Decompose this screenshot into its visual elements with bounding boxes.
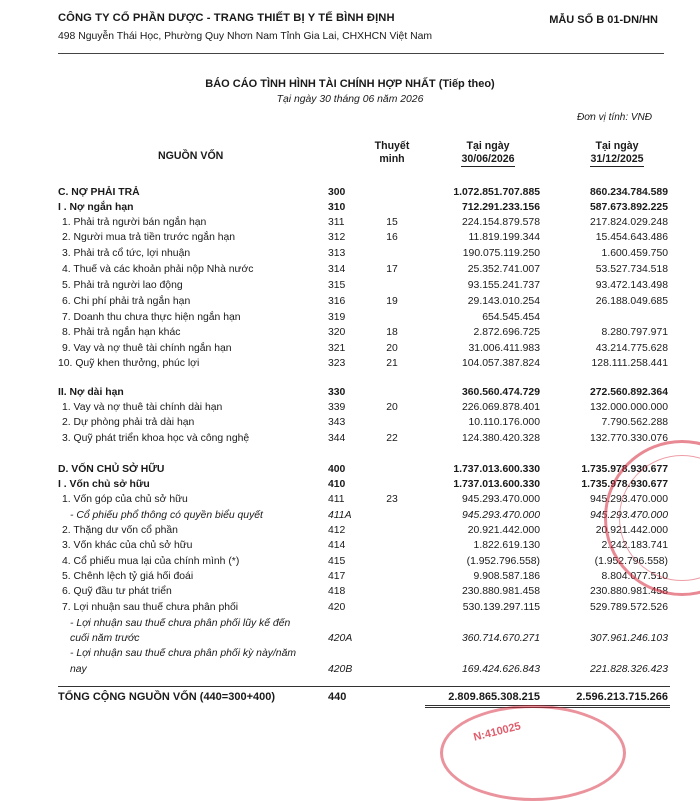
- row-label: 3. Quỹ phát triển khoa học và công nghệ: [62, 433, 250, 444]
- row-value-current: 31.006.411.983: [468, 343, 540, 354]
- row-value-prior: 217.824.029.248: [589, 217, 668, 228]
- table-row: [0, 185, 700, 200]
- table-row: [0, 200, 700, 215]
- period-end-date: 30/06/2026: [461, 153, 515, 165]
- table-row: [0, 385, 700, 400]
- row-label: cuối năm trước: [70, 633, 140, 644]
- row-label: 3. Phải trả cổ tức, lợi nhuận: [62, 248, 191, 259]
- row-code: 418: [328, 586, 346, 597]
- row-code: 417: [328, 571, 346, 582]
- column-header-note: [366, 140, 418, 166]
- row-value-current: 2.809.865.308.215: [448, 691, 540, 703]
- table-row: [0, 569, 700, 584]
- row-value-prior: 15.454.643.486: [595, 232, 668, 243]
- table-row: [0, 690, 700, 705]
- table-row: [0, 341, 700, 356]
- row-code: 411: [328, 494, 345, 505]
- row-note: 23: [386, 494, 398, 505]
- row-value-prior: 93.472.143.498: [595, 280, 668, 291]
- row-value-current: 1.737.013.600.330: [453, 479, 540, 490]
- row-value-current: (1.952.796.558): [466, 556, 540, 567]
- table-row: [0, 538, 700, 553]
- header-divider: [58, 53, 664, 54]
- row-value-current: 29.143.010.254: [467, 296, 540, 307]
- row-code: 311: [328, 217, 345, 228]
- row-value-prior: 132.770.330.076: [589, 433, 668, 444]
- row-note: 15: [386, 217, 398, 228]
- table-row: [0, 294, 700, 309]
- row-value-current: 360.714.670.271: [461, 633, 540, 644]
- row-label: 7. Doanh thu chưa thực hiện ngắn hạn: [62, 312, 241, 323]
- row-code: 410: [328, 479, 346, 490]
- row-code: 440: [328, 691, 347, 703]
- row-label: 6. Chi phí phải trả ngắn hạn: [62, 296, 191, 307]
- report-date: Tại ngày 30 tháng 06 năm 2026: [276, 94, 424, 105]
- table-row: [0, 356, 700, 371]
- row-value-current: 190.075.119.250: [462, 248, 540, 259]
- row-label: 2. Thặng dư vốn cổ phần: [62, 525, 178, 536]
- row-label: 4. Cổ phiếu mua lại của chính mình (*): [62, 556, 240, 567]
- row-value-prior: 1.735.978.930.677: [581, 464, 668, 475]
- row-label: 5. Phải trả người lao động: [62, 280, 183, 291]
- table-row: [0, 400, 700, 415]
- row-value-current: 530.139.297.115: [462, 602, 540, 613]
- year-start-header-line1: Tại ngày: [595, 140, 639, 152]
- row-label: 1. Vốn góp của chủ sở hữu: [62, 494, 188, 505]
- row-code: 412: [328, 525, 346, 536]
- row-code: 330: [328, 387, 346, 398]
- row-code: 343: [328, 417, 346, 428]
- row-note: 21: [386, 358, 398, 369]
- total-rule-top: [58, 686, 670, 687]
- table-row: [0, 278, 700, 293]
- row-value-current: 93.155.241.737: [467, 280, 540, 291]
- column-header-year-start: [562, 140, 672, 167]
- row-value-current: 1.822.619.130: [473, 540, 540, 551]
- row-code: 420B: [328, 664, 353, 675]
- table-row: [0, 523, 700, 538]
- row-code: 415: [328, 556, 346, 567]
- row-value-current: 124.380.420.328: [461, 433, 540, 444]
- row-label: nay: [70, 664, 87, 675]
- company-seal-bottom: [440, 705, 626, 801]
- table-row: [0, 584, 700, 599]
- row-value-prior: 860.234.784.589: [589, 187, 668, 198]
- row-label: 2. Dự phòng phải trả dài hạn: [62, 417, 195, 428]
- period-end-header-line1: Tại ngày: [466, 140, 510, 152]
- row-value-prior: 307.961.246.103: [589, 633, 668, 644]
- currency-unit: Đơn vị tính: VNĐ: [577, 112, 652, 123]
- row-code: 312: [328, 232, 346, 243]
- row-value-prior: 8.280.797.971: [601, 327, 668, 338]
- row-code: 321: [328, 343, 346, 354]
- row-value-prior: 128.111.258.441: [591, 358, 668, 369]
- row-value-prior: 230.880.981.458: [589, 586, 668, 597]
- row-label: 8. Phải trả ngắn hạn khác: [62, 327, 181, 338]
- row-code: 315: [328, 280, 346, 291]
- row-label: 1. Phải trả người bán ngắn hạn: [62, 217, 207, 228]
- row-label: 5. Chênh lệch tỷ giá hối đoái: [62, 571, 194, 582]
- column-header-source: NGUỒN VỐN: [158, 150, 224, 162]
- row-value-prior: 132.000.000.000: [589, 402, 668, 413]
- row-code: 310: [328, 202, 346, 213]
- row-label: TỔNG CỘNG NGUỒN VỐN (440=300+400): [58, 691, 276, 703]
- row-value-prior: 53.527.734.518: [595, 264, 668, 275]
- row-label: D. VỐN CHỦ SỞ HỮU: [58, 464, 165, 475]
- table-row: [0, 262, 700, 277]
- row-value-current: 712.291.233.156: [461, 202, 540, 213]
- row-label: 3. Vốn khác của chủ sở hữu: [62, 540, 193, 551]
- note-header-line2: minh: [379, 153, 405, 165]
- row-value-prior: 20.921.442.000: [595, 525, 668, 536]
- row-value-current: 1.072.851.707.885: [453, 187, 540, 198]
- row-value-current: 104.057.387.824: [461, 358, 540, 369]
- row-value-prior: 945.293.470.000: [589, 510, 668, 521]
- report-title: BÁO CÁO TÌNH HÌNH TÀI CHÍNH HỢP NHẤT (Tiếp theo): [205, 78, 495, 90]
- table-row: [0, 508, 700, 523]
- row-value-prior: 1.600.459.750: [601, 248, 668, 259]
- row-value-prior: 7.790.562.288: [601, 417, 668, 428]
- row-value-prior: 945.293.470.000: [589, 494, 668, 505]
- row-value-prior: 43.214.775.628: [595, 343, 668, 354]
- row-value-prior: 529.789.572.526: [589, 602, 668, 613]
- row-value-prior: 26.188.049.685: [595, 296, 668, 307]
- row-label: - Cổ phiếu phổ thông có quyền biểu quyết: [70, 510, 263, 521]
- seal-text: N:410025: [472, 720, 523, 744]
- row-value-prior: 587.673.892.225: [589, 202, 668, 213]
- row-code: 414: [328, 540, 346, 551]
- row-code: 320: [328, 327, 346, 338]
- table-row: [0, 462, 700, 477]
- company-name: CÔNG TY CỔ PHẦN DƯỢC - TRANG THIẾT BỊ Y TẾ BÌNH ĐỊNH: [58, 12, 395, 24]
- table-row: [0, 215, 700, 230]
- row-label: 4. Thuế và các khoản phải nộp Nhà nước: [62, 264, 254, 275]
- row-code: 344: [328, 433, 346, 444]
- note-header-line1: Thuyết: [374, 140, 410, 152]
- row-value-prior: 2.596.213.715.266: [576, 691, 668, 703]
- row-value-current: 945.293.470.000: [461, 510, 540, 521]
- row-code: 400: [328, 464, 346, 475]
- row-value-prior: 8.804.077.510: [601, 571, 668, 582]
- form-number: MẪU SỐ B 01-DN/HN: [549, 14, 658, 26]
- row-value-current: 169.424.626.843: [461, 664, 540, 675]
- row-value-current: 230.880.981.458: [461, 586, 540, 597]
- row-note: 20: [386, 343, 398, 354]
- row-note: 20: [386, 402, 398, 413]
- row-value-current: 226.069.878.401: [461, 402, 540, 413]
- row-code: 339: [328, 402, 346, 413]
- table-row: [0, 662, 700, 677]
- table-row: [0, 616, 700, 631]
- table-row: [0, 310, 700, 325]
- row-value-prior: 1.735.978.930.677: [581, 479, 668, 490]
- row-note: 19: [386, 296, 398, 307]
- row-label: 7. Lợi nhuận sau thuế chưa phân phối: [62, 602, 239, 613]
- row-value-prior: 272.560.892.364: [589, 387, 668, 398]
- table-row: [0, 492, 700, 507]
- row-code: 319: [328, 312, 346, 323]
- table-row: [0, 554, 700, 569]
- row-value-current: 11.819.199.344: [468, 232, 540, 243]
- column-header-period-end: [432, 140, 544, 167]
- table-row: [0, 246, 700, 261]
- row-label: 2. Người mua trả tiền trước ngắn hạn: [62, 232, 236, 243]
- row-code: 323: [328, 358, 346, 369]
- row-code: 420A: [328, 633, 353, 644]
- table-row: [0, 415, 700, 430]
- table-row: [0, 631, 700, 646]
- row-code: 314: [328, 264, 346, 275]
- row-label: I . Nợ ngắn hạn: [58, 202, 134, 213]
- row-value-prior: (1.952.796.558): [594, 556, 668, 567]
- table-row: [0, 477, 700, 492]
- row-note: 17: [386, 264, 398, 275]
- row-note: 16: [386, 232, 398, 243]
- row-label: - Lợi nhuận sau thuế chưa phân phối lũy kế đến: [70, 618, 291, 629]
- row-label: II. Nợ dài hạn: [58, 387, 124, 398]
- row-code: 411A: [328, 510, 352, 521]
- row-label: I . Vốn chủ sở hữu: [58, 479, 150, 490]
- row-label: 6. Quỹ đầu tư phát triển: [62, 586, 172, 597]
- row-note: 18: [386, 327, 398, 338]
- company-address: 498 Nguyễn Thái Học, Phường Quy Nhơn Nam Tỉnh Gia Lai, CHXHCN Việt Nam: [58, 31, 433, 42]
- row-value-prior: 221.828.326.423: [589, 664, 668, 675]
- row-label: 1. Vay và nợ thuê tài chính dài hạn: [62, 402, 223, 413]
- table-row: [0, 325, 700, 340]
- row-value-current: 224.154.879.578: [461, 217, 540, 228]
- table-row: [0, 431, 700, 446]
- row-value-current: 10.110.176.000: [468, 417, 540, 428]
- row-code: 316: [328, 296, 346, 307]
- row-label: 9. Vay và nợ thuê tài chính ngắn hạn: [62, 343, 232, 354]
- row-code: 313: [328, 248, 346, 259]
- row-value-current: 360.560.474.729: [461, 387, 540, 398]
- row-value-current: 945.293.470.000: [461, 494, 540, 505]
- row-note: 22: [386, 433, 398, 444]
- table-row: [0, 646, 700, 661]
- row-label: C. NỢ PHẢI TRẢ: [58, 187, 140, 198]
- year-start-date: 31/12/2025: [590, 153, 644, 165]
- table-row: [0, 600, 700, 615]
- row-label: 10. Quỹ khen thưởng, phúc lợi: [58, 358, 200, 369]
- row-value-current: 1.737.013.600.330: [453, 464, 540, 475]
- row-code: 300: [328, 187, 346, 198]
- row-value-prior: 2.242.183.741: [601, 540, 668, 551]
- row-value-current: 654.545.454: [482, 312, 540, 323]
- row-value-current: 2.872.696.725: [473, 327, 540, 338]
- row-value-current: 20.921.442.000: [467, 525, 540, 536]
- table-row: [0, 230, 700, 245]
- row-value-current: 25.352.741.007: [467, 264, 540, 275]
- row-value-current: 9.908.587.186: [473, 571, 540, 582]
- row-label: - Lợi nhuận sau thuế chưa phân phối kỳ này/năm: [70, 648, 297, 659]
- row-code: 420: [328, 602, 346, 613]
